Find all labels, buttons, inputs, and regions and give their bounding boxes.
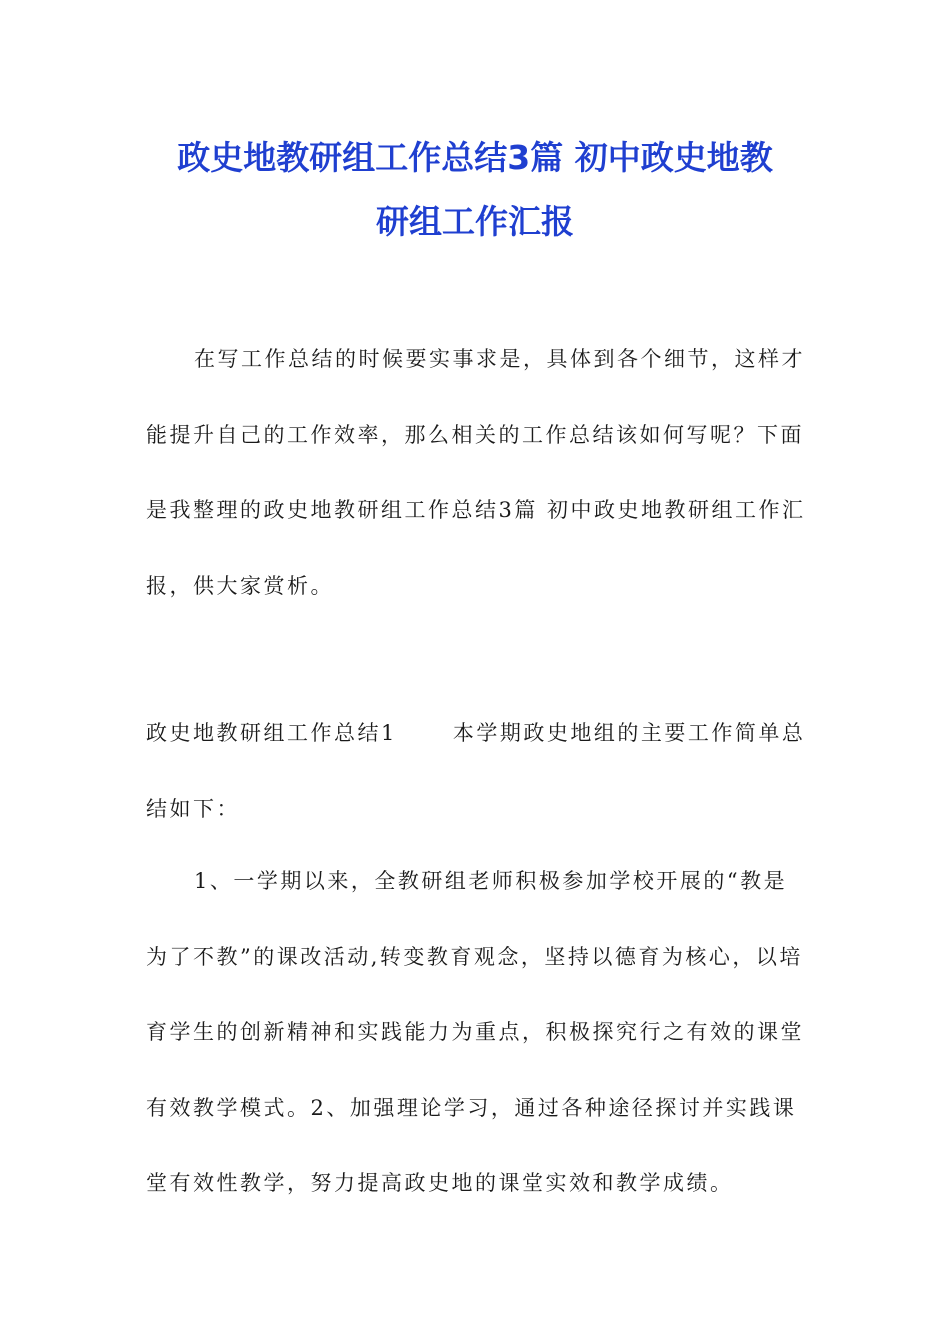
section-lead: 本学期政史地组的主要工作简单总结如下： bbox=[146, 721, 806, 821]
title-line-1: 政史地教研组工作总结3篇 初中政史地教 bbox=[177, 138, 773, 177]
intro-paragraph: 在写工作总结的时候要实事求是，具体到各个细节，这样才能提升自己的工作效率，那么相关的工作总结该如何写呢？下面是我整理的政史地教研组工作总结3篇 初中政史地教研组工作汇报，供大家赏析。 bbox=[146, 347, 806, 598]
document-title bbox=[120, 126, 830, 254]
section-heading: 政史地教研组工作总结1 bbox=[146, 721, 397, 745]
title-line-2: 研组工作汇报 bbox=[376, 202, 574, 241]
body-paragraph: 1、一学期以来，全教研组老师积极参加学校开展的“教是为了不教”的课改活动,转变教育观念，坚持以德育为核心，以培育学生的创新精神和实践能力为重点，积极探究行之有效的课堂有效教学模式。2、加强理论学习，通过各种途径探讨并实践课堂有效性教学，努力提高政史地的课堂实效和教学成绩。 bbox=[146, 869, 804, 1195]
section-paragraph bbox=[146, 696, 808, 847]
